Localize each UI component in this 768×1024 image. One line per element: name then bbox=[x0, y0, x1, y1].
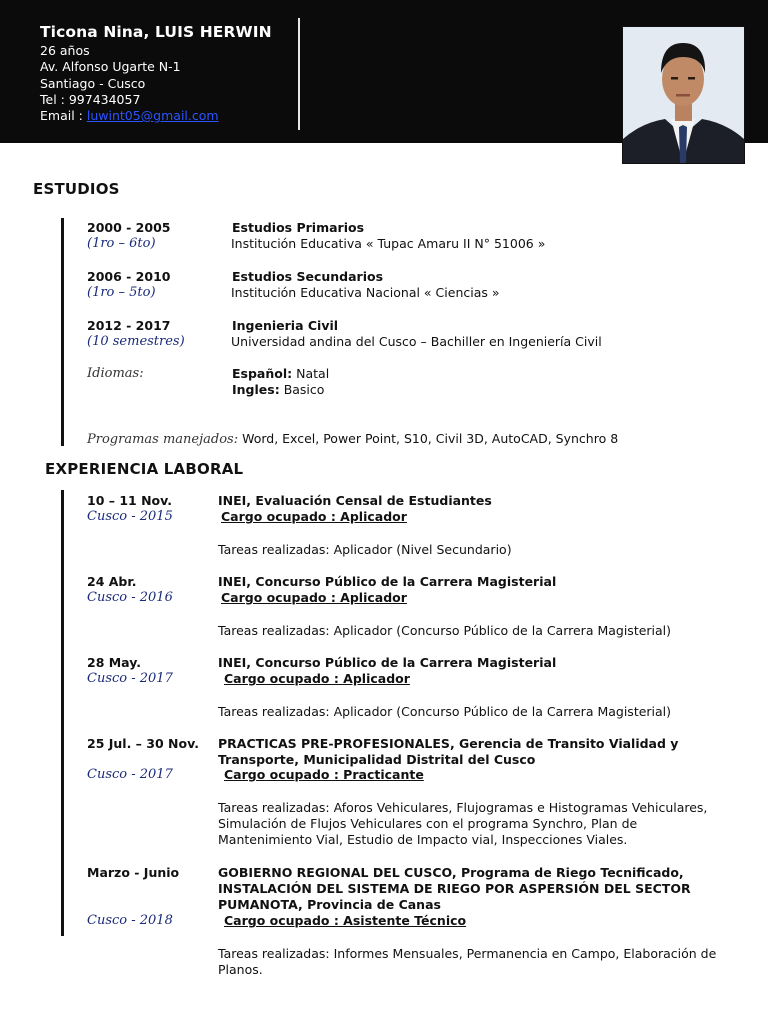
estudio-name: Estudios Primarios bbox=[232, 220, 365, 235]
address-line-1: Av. Alfonso Ugarte N-1 bbox=[40, 59, 181, 75]
exp-date: 10 – 11 Nov. bbox=[87, 493, 173, 508]
exp-date: 25 Jul. – 30 Nov. bbox=[87, 736, 199, 751]
estudio-detail: (1ro – 6to) bbox=[87, 236, 156, 251]
exp-date: Marzo - Junio bbox=[87, 865, 180, 880]
estudio-institution: Universidad andina del Cusco – Bachiller en Ingeniería Civil bbox=[231, 334, 602, 349]
idioma-row bbox=[232, 382, 324, 398]
idioma-level: Basico bbox=[283, 382, 325, 397]
exp-place: Cusco - 2015 bbox=[87, 509, 173, 524]
exp-tareas: Tareas realizadas: Aforos Vehiculares, Flujogramas e Histogramas Vehiculares, Simulación de Flujos Vehiculares con el programa Synchro, Plan de Mantenimiento Vial, Estudio de Impacto vial, Inspecciones Viales. bbox=[218, 800, 708, 848]
exp-title: INEI, Evaluación Censal de Estudiantes bbox=[218, 493, 492, 508]
exp-place: Cusco - 2017 bbox=[87, 767, 173, 782]
programas-list: Word, Excel, Power Point, S10, Civil 3D, AutoCAD, Synchro 8 bbox=[242, 431, 619, 446]
programas-row bbox=[87, 431, 618, 448]
estudios-timeline-line bbox=[61, 218, 64, 446]
idioma-lang: Ingles: bbox=[232, 382, 280, 397]
exp-cargo: Cargo ocupado : Aplicador bbox=[221, 509, 407, 524]
contact-block bbox=[40, 24, 272, 124]
section-title-experiencia: EXPERIENCIA LABORAL bbox=[45, 460, 244, 478]
estudio-name: Ingenieria Civil bbox=[232, 318, 339, 333]
estudio-detail: (1ro – 5to) bbox=[87, 285, 156, 300]
idioma-row bbox=[232, 366, 329, 382]
phone: Tel : 997434057 bbox=[40, 91, 141, 107]
email-label: Email : bbox=[40, 108, 83, 124]
programas-label: Programas manejados: bbox=[87, 432, 239, 447]
estudio-name: Estudios Secundarios bbox=[232, 269, 384, 284]
exp-tareas: Tareas realizadas: Informes Mensuales, Permanencia en Campo, Elaboración de Planos. bbox=[218, 946, 717, 978]
candidate-name: Ticona Nina, LUIS HERWIN bbox=[40, 23, 272, 41]
exp-title: GOBIERNO REGIONAL DEL CUSCO, Programa de Riego Tecnificado, INSTALACIÓN DEL SISTEMA DE RIEGO POR ASPERSIÓN DEL SECTOR PUMANOTA, Provincia de Canas bbox=[218, 865, 691, 913]
exp-title: INEI, Concurso Público de la Carrera Magisterial bbox=[218, 655, 557, 670]
idiomas-label: Idiomas: bbox=[87, 366, 144, 381]
estudio-years: 2000 - 2005 bbox=[87, 220, 171, 235]
exp-cargo: Cargo ocupado : Asistente Técnico bbox=[224, 913, 467, 928]
estudio-years: 2006 - 2010 bbox=[87, 269, 171, 284]
exp-cargo: Cargo ocupado : Aplicador bbox=[221, 590, 407, 605]
idioma-level: Natal bbox=[296, 366, 330, 381]
exp-title: INEI, Concurso Público de la Carrera Magisterial bbox=[218, 574, 557, 589]
exp-date: 24 Abr. bbox=[87, 574, 137, 589]
email-row bbox=[40, 108, 272, 124]
idioma-lang: Español: bbox=[232, 366, 293, 381]
estudio-institution: Institución Educativa « Tupac Amaru II N° 51006 » bbox=[231, 236, 546, 251]
section-title-estudios: ESTUDIOS bbox=[33, 180, 120, 198]
exp-place: Cusco - 2017 bbox=[87, 671, 173, 686]
exp-tareas: Tareas realizadas: Aplicador (Concurso Público de la Carrera Magisterial) bbox=[218, 623, 672, 638]
exp-place: Cusco - 2018 bbox=[87, 913, 173, 928]
exp-cargo: Cargo ocupado : Practicante bbox=[224, 767, 424, 782]
estudio-detail: (10 semestres) bbox=[87, 334, 185, 349]
experiencia-timeline-line bbox=[61, 490, 64, 936]
person-portrait-icon bbox=[623, 27, 744, 163]
estudio-institution: Institución Educativa Nacional « Ciencias » bbox=[231, 285, 500, 300]
estudio-years: 2012 - 2017 bbox=[87, 318, 171, 333]
exp-title: PRACTICAS PRE-PROFESIONALES, Gerencia de Transito Vialidad y Transporte, Municipalidad Distrital del Cusco bbox=[218, 736, 679, 768]
exp-tareas: Tareas realizadas: Aplicador (Nivel Secundario) bbox=[218, 542, 512, 557]
profile-photo bbox=[622, 26, 745, 164]
exp-tareas: Tareas realizadas: Aplicador (Concurso Público de la Carrera Magisterial) bbox=[218, 704, 672, 719]
header-divider bbox=[298, 18, 300, 130]
email-link[interactable]: luwint05@gmail.com bbox=[86, 108, 219, 124]
candidate-age: 26 años bbox=[40, 43, 90, 59]
address-line-2: Santiago - Cusco bbox=[40, 75, 146, 91]
exp-cargo: Cargo ocupado : Aplicador bbox=[224, 671, 410, 686]
exp-date: 28 May. bbox=[87, 655, 141, 670]
exp-place: Cusco - 2016 bbox=[87, 590, 173, 605]
